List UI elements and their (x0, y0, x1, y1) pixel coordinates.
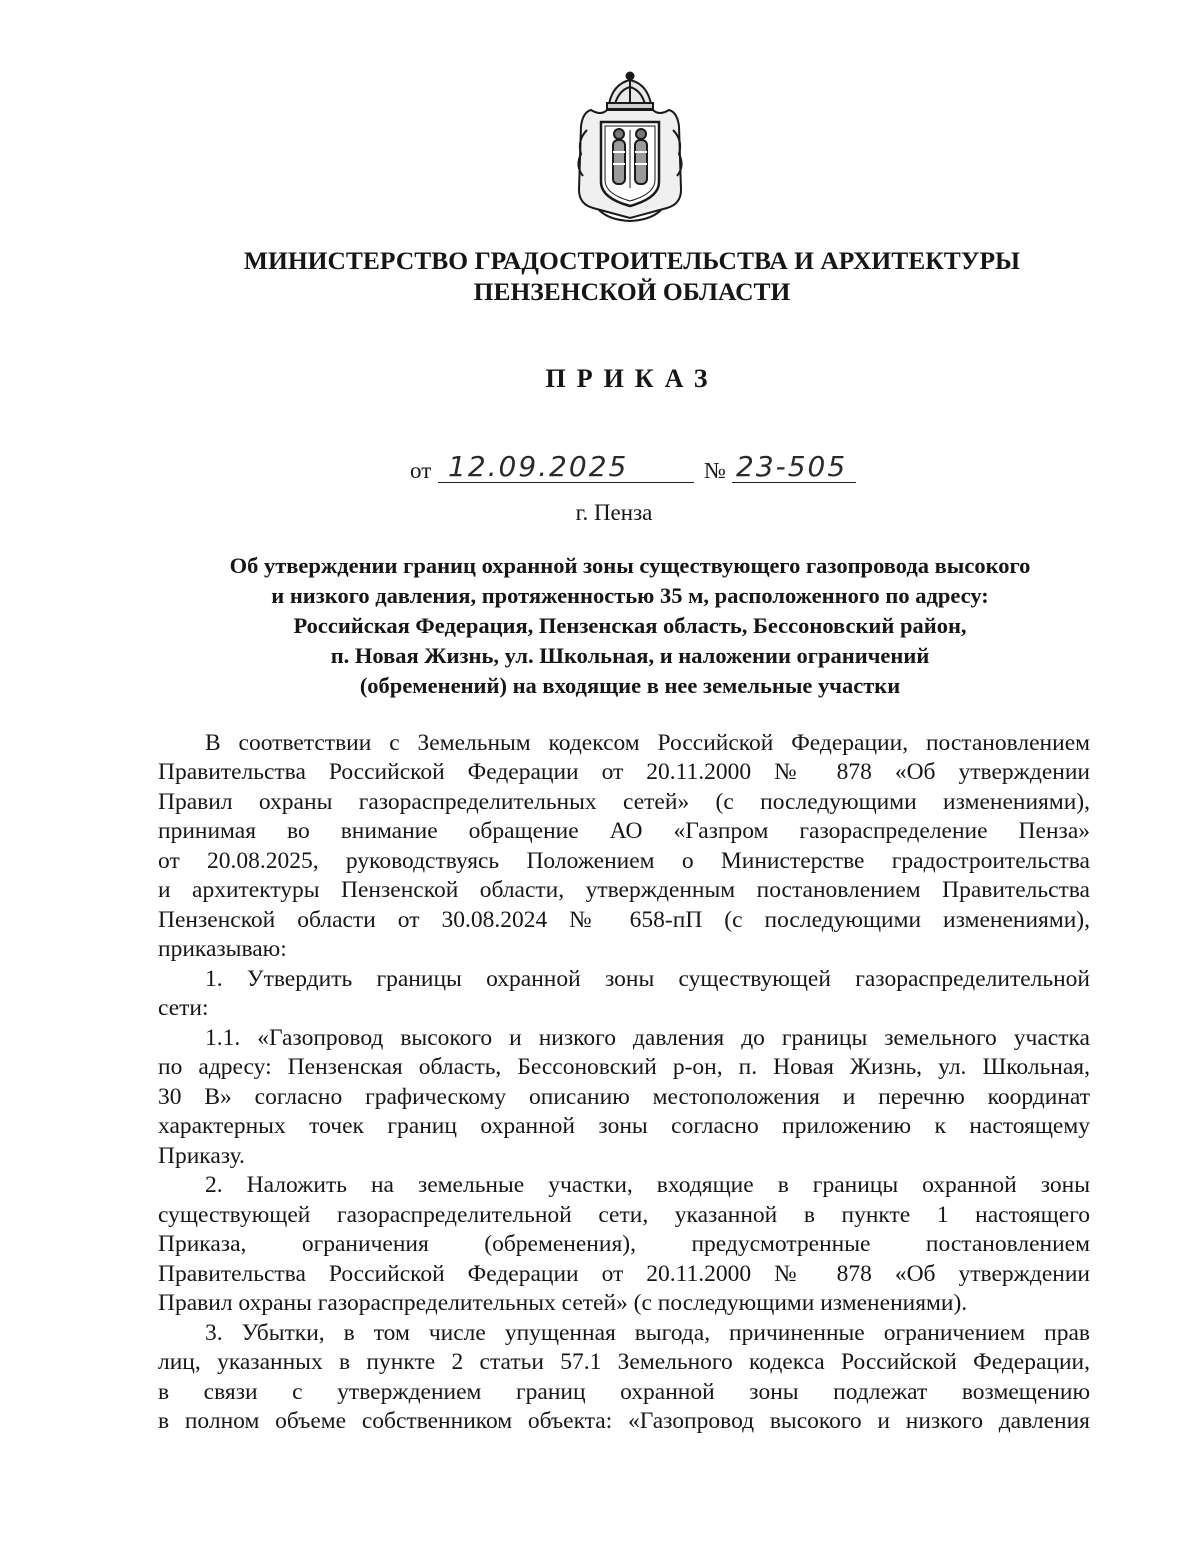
body-line: Правил охраны газораспределительных сетей» (с последующими изменениями), (158, 789, 1090, 815)
body-line: принимая во внимание обращение АО «Газпром газораспределение Пенза» (158, 818, 1090, 844)
body-line: лиц, указанных в пункте 2 статьи 57.1 Земельного кодекса Российской Федерации, (158, 1349, 1090, 1375)
body-line: 2. Наложить на земельные участки, входящие в границы охранной зоны (205, 1172, 1090, 1198)
body-line: 30 В» согласно графическому описанию местоположения и перечню координат (158, 1084, 1090, 1110)
body-line: 1. Утвердить границы охранной зоны существующей газораспределительной (205, 966, 1090, 992)
handwritten-date: 12.09.2025 (448, 450, 629, 483)
document-type: ПРИКАЗ (545, 364, 719, 393)
title-line: (обременений) на входящие в нее земельные участки (359, 673, 901, 698)
body-line: Приказа, ограничения (обременения), предусмотренные постановлением (158, 1231, 1090, 1257)
title-line: Об утверждении границ охранной зоны существующего газопровода высокого (229, 553, 1031, 578)
body-line: по адресу: Пензенская область, Бессоновский р-он, п. Новая Жизнь, ул. Школьная, (158, 1054, 1090, 1080)
body-line: от 20.08.2025, руководствуясь Положением о Министерстве градостроительства (158, 848, 1090, 874)
ministry-name-line-2: ПЕНЗЕНСКОЙ ОБЛАСТИ (473, 277, 791, 306)
body-line: и архитектуры Пензенской области, утвержденным постановлением Правительства (158, 877, 1090, 903)
body-line: Приказу. (158, 1143, 245, 1169)
body-line: Правил охраны газораспределительных сетей» (с последующими изменениями). (158, 1290, 968, 1316)
title-line: п. Новая Жизнь, ул. Школьная, и наложении ограничений (330, 643, 930, 668)
body-line: приказываю: (158, 936, 287, 962)
title-line: и низкого давления, протяженностью 35 м, расположенного по адресу: (271, 583, 989, 608)
body-line: Правительства Российской Федерации от 20.11.2000 № 878 «Об утверждении (158, 1261, 1090, 1287)
handwritten-number: 23-505 (736, 450, 848, 483)
body-line: в полном объеме собственником объекта: «Газопровод высокого и низкого давления (158, 1408, 1090, 1434)
body-line: 3. Убытки, в том числе упущенная выгода, причиненные ограничением прав (205, 1320, 1090, 1346)
body-line: существующей газораспределительной сети, указанной в пункте 1 настоящего (158, 1202, 1090, 1228)
number-label: № (704, 458, 726, 483)
body-line: характерных точек границ охранной зоны согласно приложению к настоящему (158, 1113, 1090, 1139)
body-line: сети: (158, 995, 209, 1021)
city: г. Пенза (575, 500, 653, 525)
body-line: Пензенской области от 30.08.2024 № 658-пП (с последующими изменениями), (158, 907, 1090, 933)
title-line: Российская Федерация, Пензенская область, Бессоновский район, (293, 613, 967, 638)
ministry-name-line-1: МИНИСТЕРСТВО ГРАДОСТРОИТЕЛЬСТВА И АРХИТЕКТУРЫ (243, 246, 1021, 275)
body-line: в связи с утверждением границ охранной зоны подлежат возмещению (158, 1379, 1090, 1405)
date-label: от (410, 458, 432, 483)
coat-of-arms-icon (569, 70, 691, 222)
body-line: 1.1. «Газопровод высокого и низкого давления до границы земельного участка (205, 1025, 1090, 1051)
body-line: В соответствии с Земельным кодексом Российской Федерации, постановлением (205, 730, 1090, 756)
body-line: Правительства Российской Федерации от 20.11.2000 № 878 «Об утверждении (158, 759, 1090, 785)
